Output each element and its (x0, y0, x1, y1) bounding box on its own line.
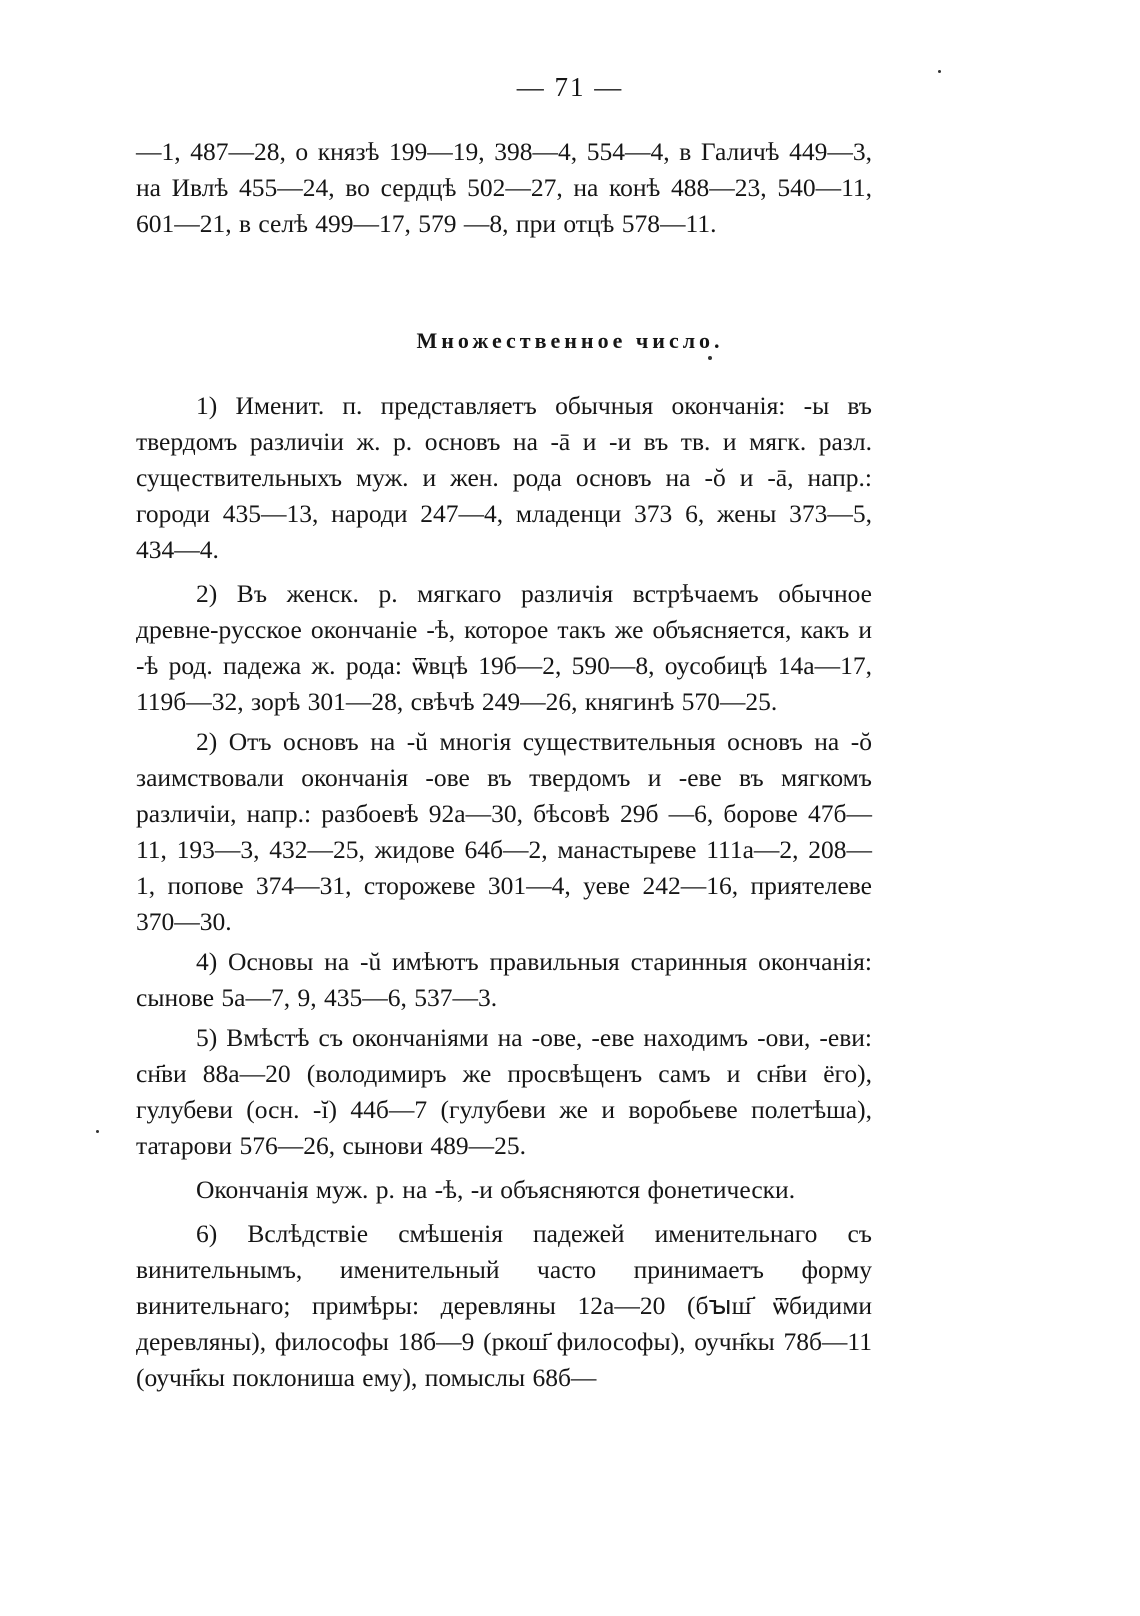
scan-speck (96, 1130, 99, 1133)
continuation-paragraph: —1, 487—28, о князѣ 199—19, 398—4, 554—4, в Галичѣ 449—3, на Ивлѣ 455—24, во сердцѣ 502—27, на конѣ 488—23, 540—11, 601—21, в селѣ 499—17, 579 —8, при отцѣ 578—11. (136, 137, 872, 238)
paragraph-6: Окончанія муж. р. на -ѣ, -и объясняются фонетически. (196, 1175, 796, 1204)
section-heading: Множественное число. (416, 328, 724, 353)
scan-speck (938, 70, 941, 73)
scan-speck (708, 356, 712, 360)
paragraph-2: 2) Въ женск. р. мягкаго различія встрѣчаемъ обычное древне-русское окончаніе -ѣ, которое такъ же объясняется, какъ и -ѣ род. падежа ж. рода: ѿвцѣ 19б—2, 590—8, оусобицѣ 14а—17, 119б—32, зорѣ 301—28, свѣчѣ 249—26, княгинѣ 570—25. (136, 579, 872, 716)
paragraph-5: 5) Вмѣстѣ съ окончаніями на -ове, -еве находимъ -ови, -еви: сн҃ви 88а—20 (володимиръ же просвѣщенъ самъ и сн҃ви ёго), гулубеви (осн. -ĭ) 44б—7 (гулубеви же и воробьеве полетѣша), татарови 576—26, сынови 489—25. (136, 1023, 872, 1160)
paragraph-4: 4) Основы на -ŭ имѣютъ правильныя старинныя окончанія: сынове 5а—7, 9, 435—6, 537—3. (136, 947, 872, 1012)
continuation-text (136, 134, 872, 242)
section-body (136, 388, 872, 1396)
paragraph-3: 2) Отъ основъ на -ŭ многія существительныя основъ на -ŏ заимствовали окончанія -ове въ твердомъ и -еве въ мягкомъ различіи, напр.: разбоевѣ 92а—30, бѣсовѣ 29б —6, борове 47б—11, 193—3, 432—25, жидове 64б—2, манастыреве 111а—2, 208—1, попове 374—31, сторожеве 301—4, уеве 242—16, приятелеве 370—30. (136, 727, 872, 936)
page-number: — 71 — (516, 72, 624, 102)
paragraph-7: 6) Вслѣдствіе смѣшенія падежей именительнаго съ винительнымъ, именительный часто принимаетъ форму винительнаго; примѣры: деревляны 12а—20 (бꙑш҃ ѿбидими деревляны), философы 18б—9 (ркош҃ философы), оучн҃кы 78б—11 (оучн҃кы поклониша ему), помыслы 68б— (136, 1219, 872, 1392)
paragraph-1: 1) Именит. п. представляетъ обычныя окончанія: -ы въ твердомъ различіи ж. р. основъ на -ā и -и въ тв. и мягк. разл. существительныхъ муж. и жен. рода основъ на -ŏ и -ā, напр.: городи 435—13, народи 247—4, младенци 373 6, жены 373—5, 434—4. (136, 391, 872, 564)
